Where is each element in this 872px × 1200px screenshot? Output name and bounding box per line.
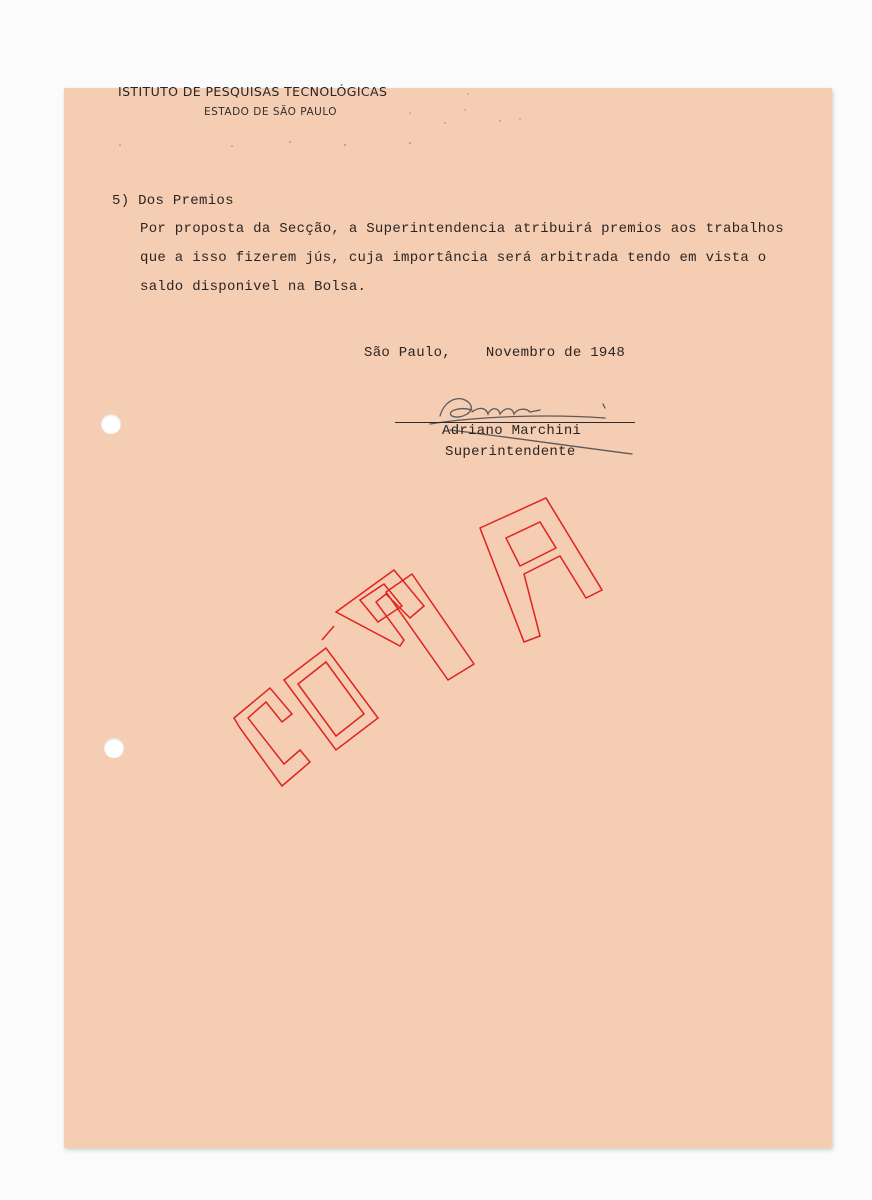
paragraph-line: Por proposta da Secção, a Superintendencia atribuirá premios aos trabalhos [140,221,784,237]
signatory-role: Superintendente [445,444,576,460]
copia-stamp-letters [234,498,602,786]
paragraph-line: que a isso fizerem jús, cuja importância será arbitrada tendo em vista o [140,250,767,266]
place-date: São Paulo, Novembro de 1948 [364,345,626,361]
signatory-name: Adriano Marchini [442,423,582,439]
institute-title: ISTITUTO DE PESQUISAS TECNOLÓGICAS [118,84,388,99]
state-subtitle: ESTADO DE SÃO PAULO [204,106,338,118]
section-heading: 5) Dos Premios [112,193,234,209]
paragraph-line: saldo disponivel na Bolsa. [140,279,367,295]
